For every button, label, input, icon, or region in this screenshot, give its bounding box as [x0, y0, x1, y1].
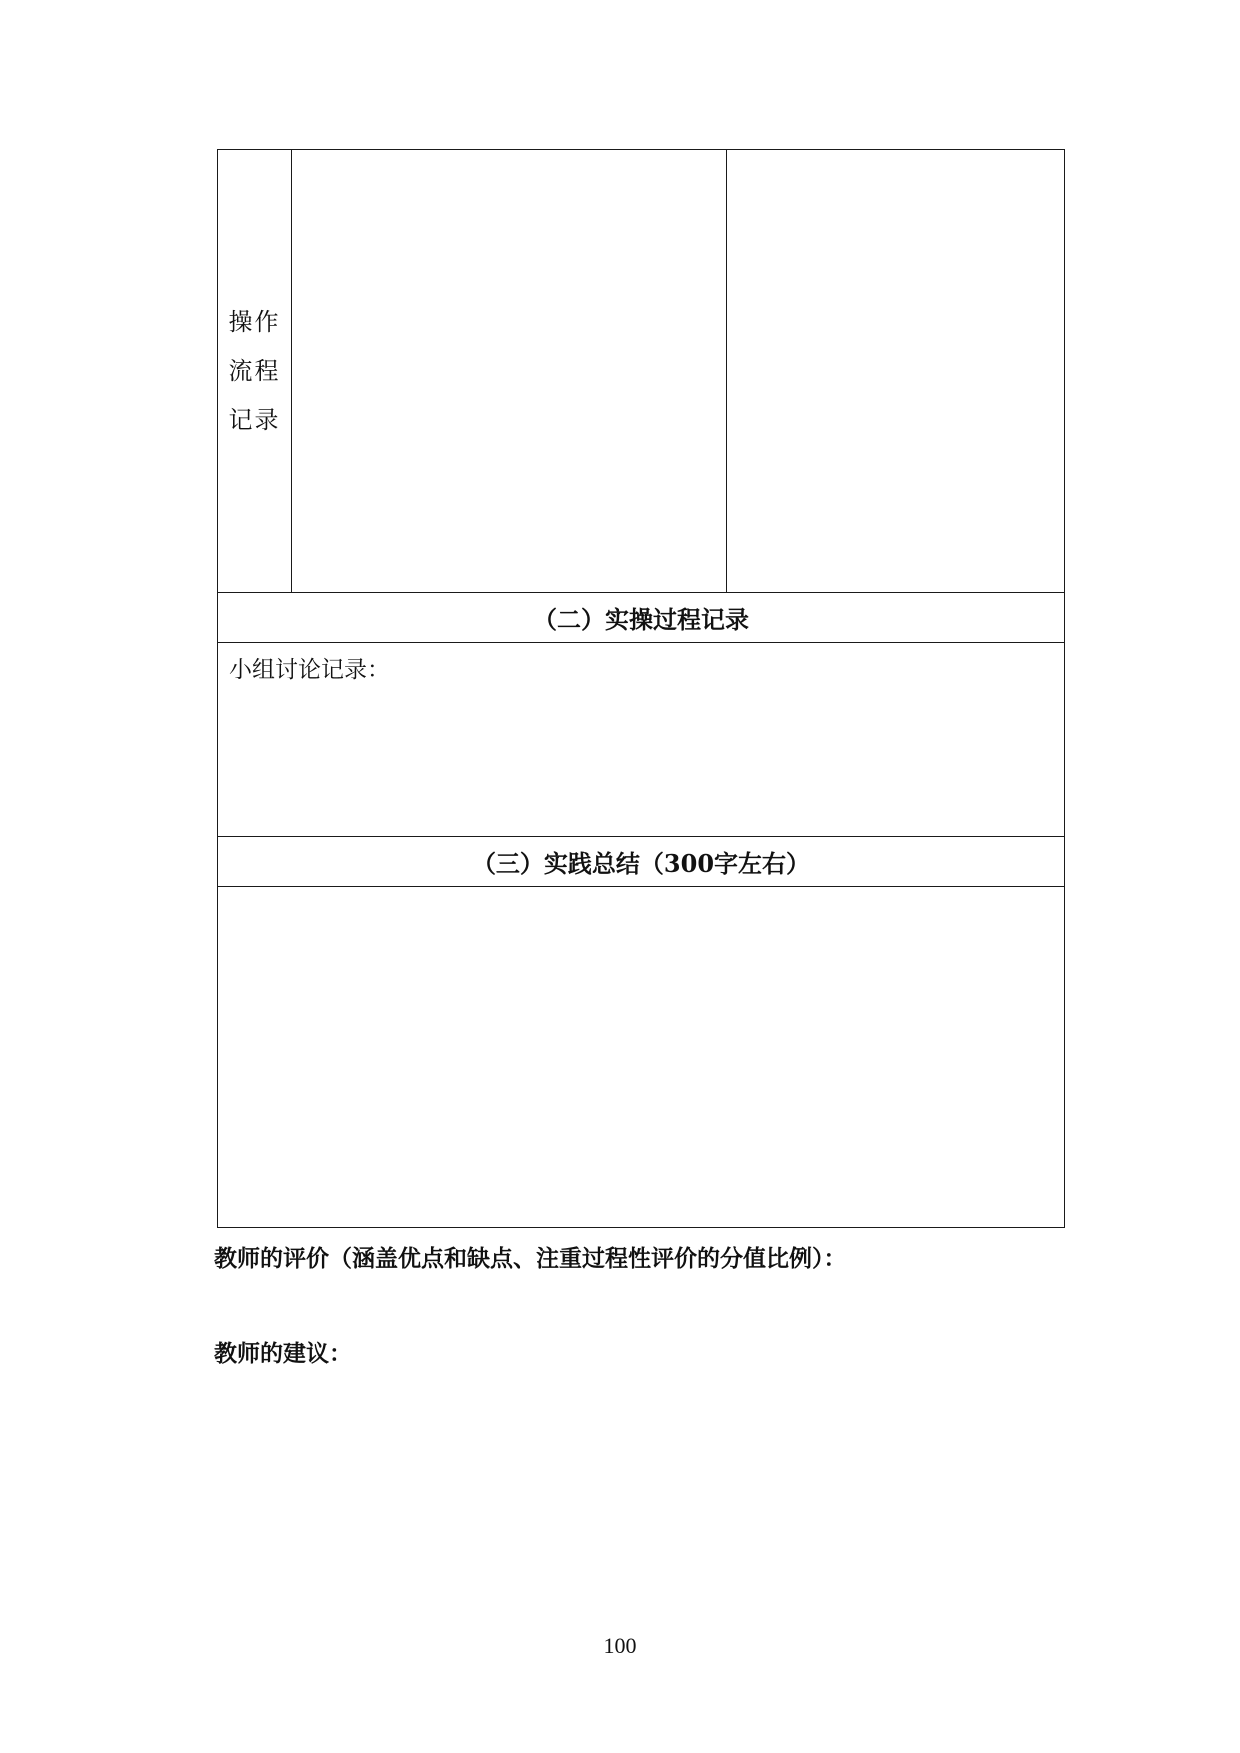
group-discussion-row[interactable]: [218, 643, 1065, 837]
practice-summary-field[interactable]: [218, 887, 1065, 1228]
group-discussion-label: 小组讨论记录：: [229, 657, 390, 683]
operation-record-field-left[interactable]: [292, 150, 727, 593]
operation-record-label-line-2: 流程: [228, 356, 281, 385]
practice-record-form: [217, 149, 1065, 1228]
operation-record-field-right[interactable]: [726, 150, 1064, 593]
teacher-suggestion-label: 教师的建议：: [214, 1340, 352, 1367]
practice-summary-heading-row: [218, 837, 1065, 887]
teacher-evaluation-label: 教师的评价（涵盖优点和缺点、注重过程性评价的分值比例）：: [214, 1245, 847, 1272]
practice-record-heading-row: [218, 593, 1065, 643]
group-discussion-field[interactable]: [218, 643, 1065, 837]
practice-summary-row[interactable]: [218, 887, 1065, 1228]
practice-summary-heading: （三）实践总结（300字左右）: [218, 837, 1065, 887]
operation-record-label-line-3: 记录: [228, 405, 281, 434]
operation-record-label-line-1: 操作: [228, 307, 281, 336]
operation-record-row: [218, 150, 1065, 593]
practice-record-heading: （二）实操过程记录: [218, 593, 1065, 643]
page-number: 100: [603, 1633, 637, 1658]
operation-record-label: [218, 150, 292, 593]
